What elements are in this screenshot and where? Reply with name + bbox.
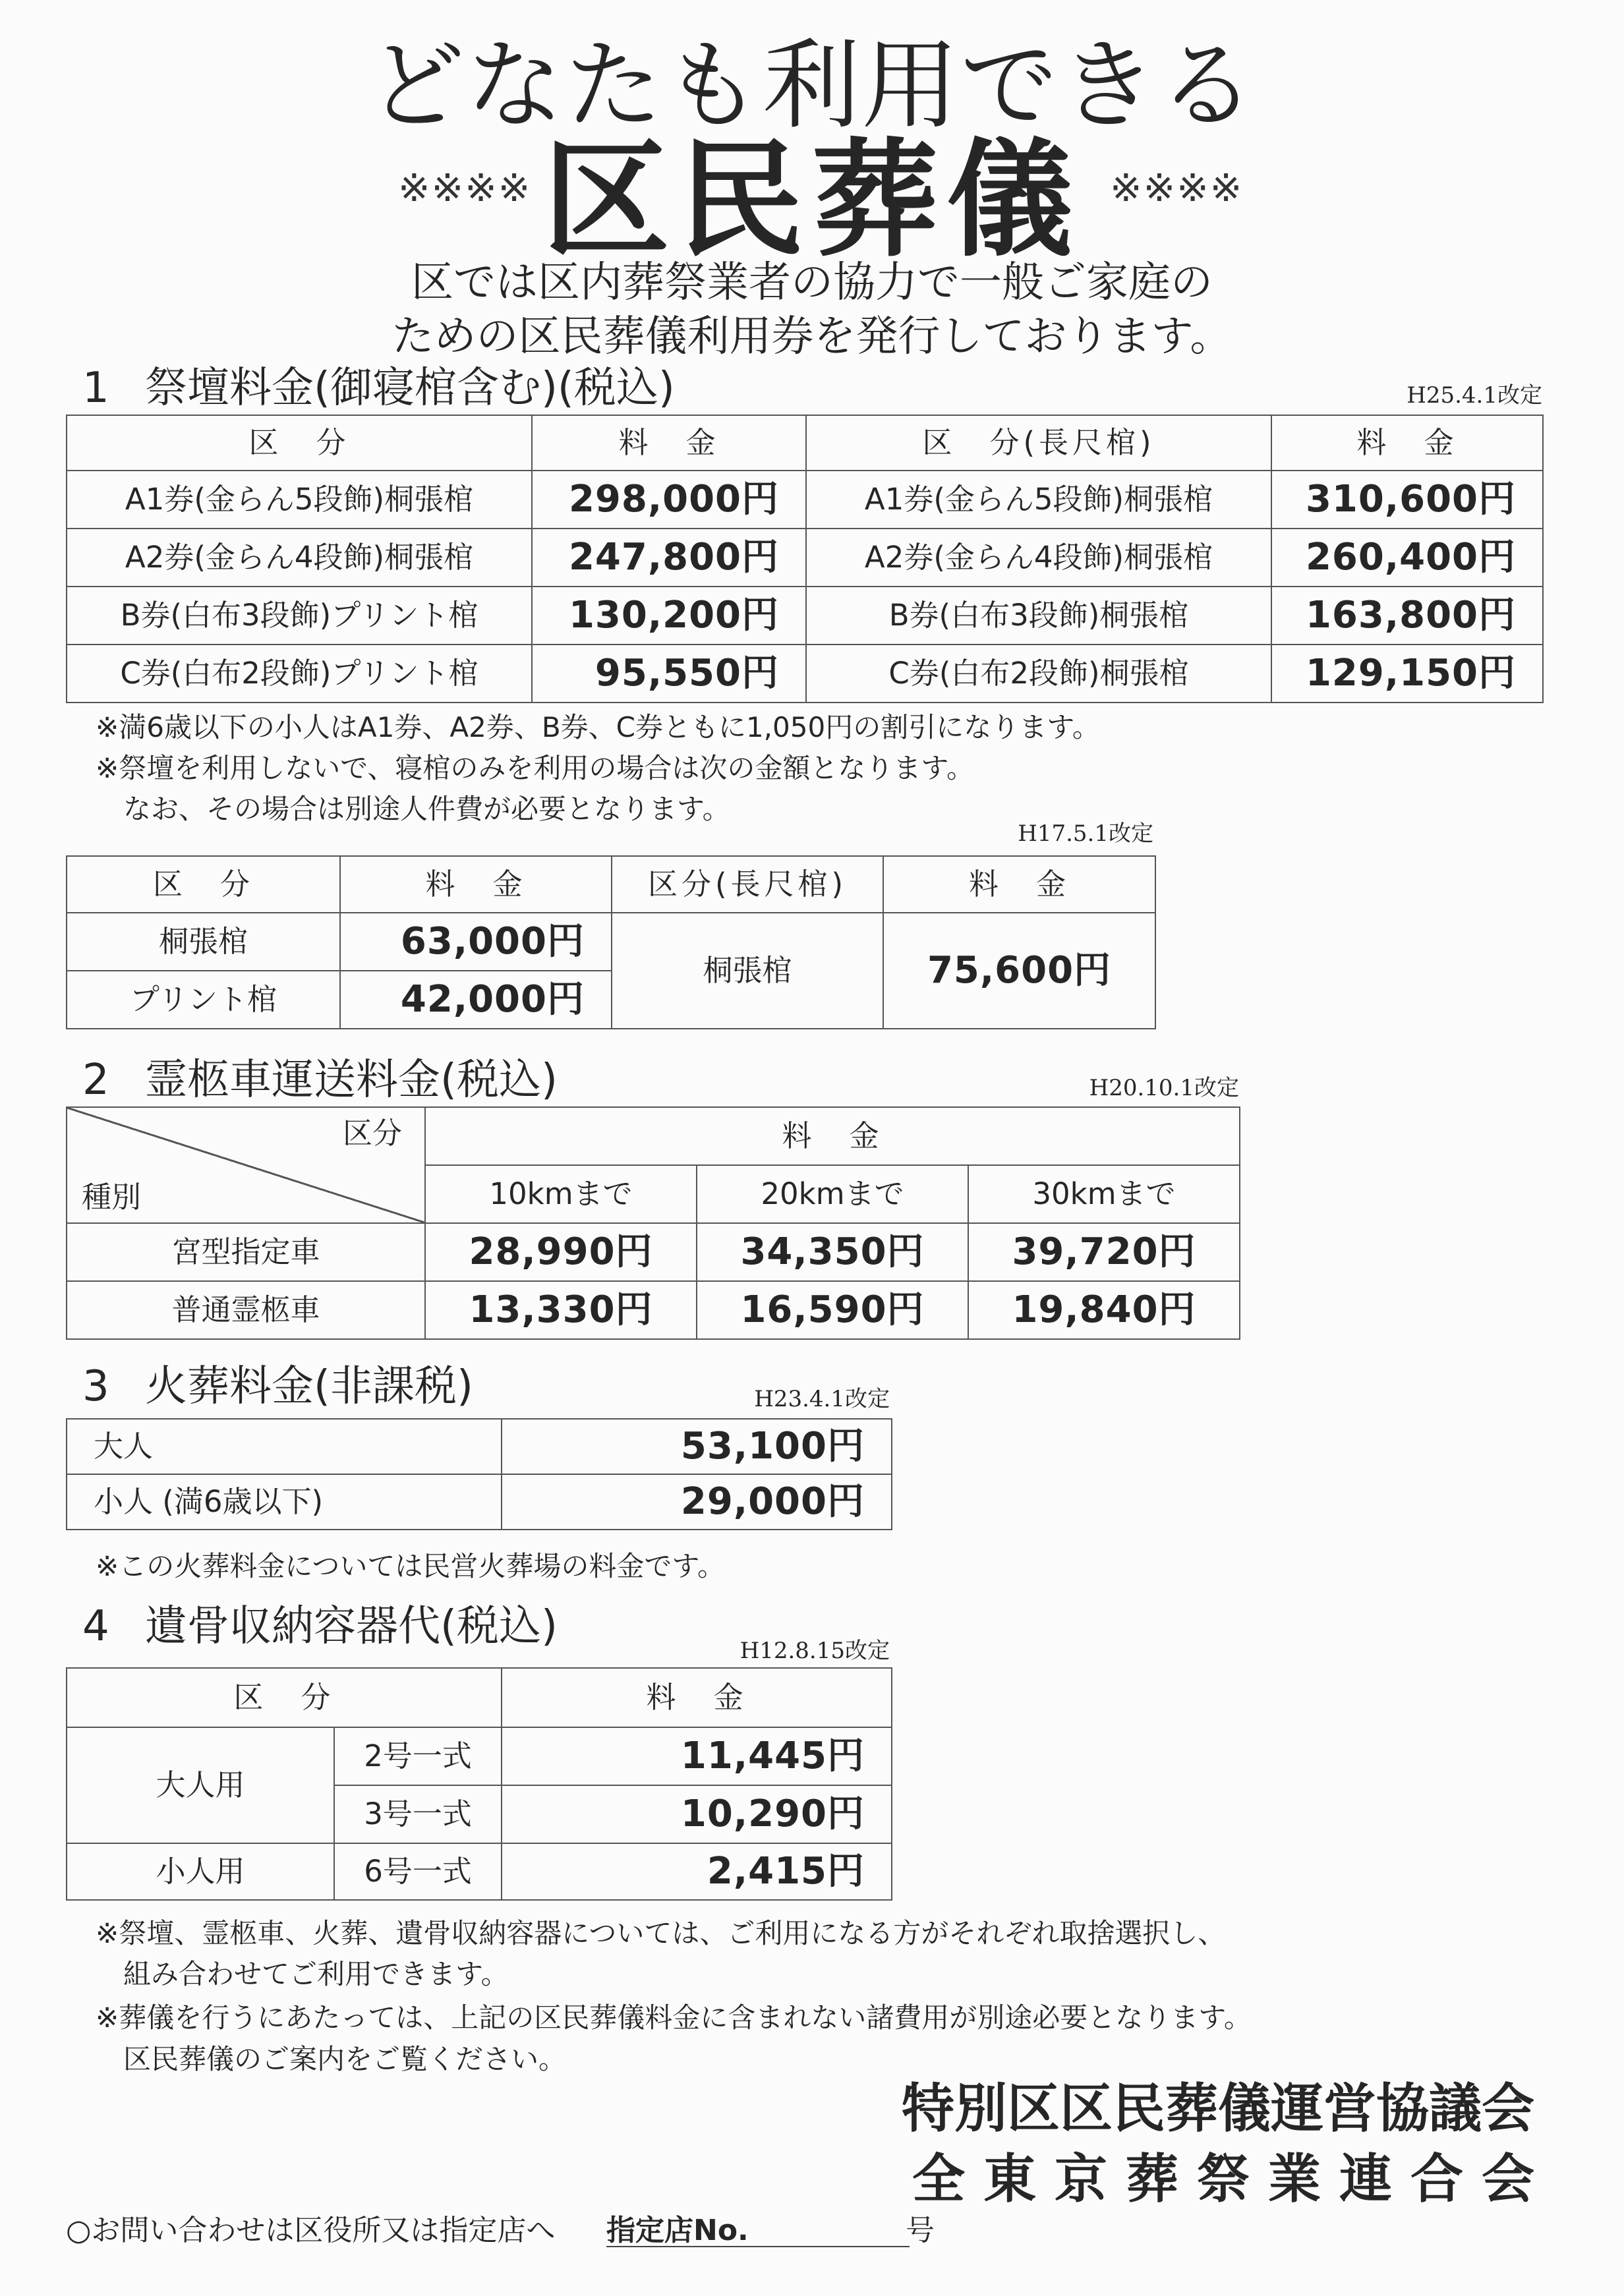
coffin-type: 桐張棺 [67, 913, 340, 971]
price-long: 129,150円 [1271, 645, 1543, 703]
ticket-type: A2券(金らん4段飾)桐張棺 [67, 529, 532, 587]
price: 13,330円 [425, 1281, 697, 1339]
vehicle-type: 宮型指定車 [67, 1223, 425, 1281]
price: 39,720円 [968, 1223, 1240, 1281]
price-long: 310,600円 [1271, 471, 1543, 529]
bottom-note: ※葬儀を行うにあたっては、上記の区民葬儀料金に含まれない諸費用が別途必要となります。 [96, 2001, 1252, 2034]
price: 63,000円 [340, 913, 612, 971]
section4-revision: H12.8.15改定 [740, 1638, 890, 1664]
subtable-revision: H17.5.1改定 [1018, 820, 1153, 847]
table-row [67, 1727, 892, 1785]
section1-note: ※満6歳以下の小人はA1券、A2券、B券、C券ともに1,050円の割引になります。 [96, 711, 1100, 743]
table-row [67, 645, 1543, 703]
price: 19,840円 [968, 1281, 1240, 1339]
corner-label-bottom: 種別 [82, 1179, 142, 1215]
table-row [67, 1281, 1240, 1339]
price: 130,200円 [532, 587, 806, 645]
table-header-row [67, 1668, 892, 1727]
store-number-line [606, 2246, 910, 2247]
column-header: 料 金 [532, 415, 806, 471]
section1-note: ※祭壇を利用しないで、寝棺のみを利用の場合は次の金額となります。 [96, 752, 974, 784]
store-number-label: 指定店No. [606, 2214, 749, 2247]
organization-name: 特別区区民葬儀運営協議会 [902, 2078, 1534, 2139]
price: 247,800円 [532, 529, 806, 587]
ticket-type-long: B券(白布3段飾)桐張棺 [806, 587, 1271, 645]
hearse-fee-table [66, 1106, 1240, 1340]
column-header: 区 分 [67, 1668, 502, 1727]
section1-revision: H25.4.1改定 [1406, 382, 1542, 409]
corner-label-top: 区分 [342, 1116, 402, 1151]
section2-title: 霊柩車運送料金(税込) [145, 1056, 558, 1105]
coffin-only-table [66, 855, 1156, 1029]
altar-fee-table [66, 415, 1544, 703]
price: 2,415円 [502, 1843, 892, 1900]
table-header-row [67, 1107, 1240, 1165]
store-number-suffix: 号 [906, 2214, 935, 2247]
price-long: 75,600円 [883, 913, 1155, 1029]
section4-number: 4 [82, 1602, 109, 1651]
vehicle-type: 普通霊柩車 [67, 1281, 425, 1339]
price: 28,990円 [425, 1223, 697, 1281]
price: 11,445円 [502, 1727, 892, 1785]
price: 29,000円 [502, 1474, 892, 1530]
cremation-fee-table [66, 1418, 892, 1530]
ticket-type-long: A2券(金らん4段飾)桐張棺 [806, 529, 1271, 587]
section1-title: 祭壇料金(御寝棺含む)(税込) [145, 364, 675, 413]
column-header: 区 分 [67, 856, 340, 913]
urn-fee-table [66, 1667, 892, 1901]
coffin-type: プリント棺 [67, 971, 340, 1029]
price: 16,590円 [697, 1281, 968, 1339]
age-category: 小人 (満6歳以下) [67, 1474, 502, 1530]
ticket-type: C券(白布2段飾)プリント棺 [67, 645, 532, 703]
ticket-type-long: C券(白布2段飾)桐張棺 [806, 645, 1271, 703]
column-header: 区 分 [67, 415, 532, 471]
bottom-note: ※祭壇、霊柩車、火葬、遺骨収納容器については、ご利用になる方がそれぞれ取捨選択し、 [96, 1917, 1226, 1949]
section3-revision: H23.4.1改定 [754, 1386, 890, 1412]
table-header-row [67, 856, 1155, 913]
price: 298,000円 [532, 471, 806, 529]
ticket-type: B券(白布3段飾)プリント棺 [67, 587, 532, 645]
column-header: 料 金 [340, 856, 612, 913]
section4-heading [72, 1603, 558, 1650]
title-line1: どなたも利用できる [367, 29, 1257, 142]
column-header: 料 金 [502, 1668, 892, 1727]
table-row [67, 1474, 892, 1530]
organization-name: 全東京葬祭業連合会 [912, 2148, 1553, 2210]
column-header: 料 金 [883, 856, 1155, 913]
section1-heading [72, 364, 675, 412]
section3-number: 3 [82, 1362, 109, 1411]
ticket-type: A1券(金らん5段飾)桐張棺 [67, 471, 532, 529]
price-long: 260,400円 [1271, 529, 1543, 587]
intro-line2: ための区民葬儀利用券を発行しております。 [392, 312, 1232, 361]
price: 42,000円 [340, 971, 612, 1029]
price: 95,550円 [532, 645, 806, 703]
section1-number: 1 [82, 364, 109, 413]
bottom-note: 区民葬儀のご案内をご覧ください。 [96, 2043, 567, 2075]
table-row [67, 1843, 892, 1900]
intro-line1: 区では区内葬祭業者の協力で一般ご家庭の [411, 258, 1213, 307]
child-label: 小人用 [67, 1843, 334, 1900]
price: 34,350円 [697, 1223, 968, 1281]
table-row [67, 913, 1155, 971]
right-ornament: ※※※※ [1110, 165, 1244, 210]
urn-size: 6号一式 [334, 1843, 502, 1900]
section3-title: 火葬料金(非課税) [145, 1362, 473, 1411]
table-row [67, 587, 1543, 645]
urn-size: 2号一式 [334, 1727, 502, 1785]
column-header: 区分(長尺棺) [612, 856, 883, 913]
section3-note: ※この火葬料金については民営火葬場の料金です。 [96, 1550, 725, 1582]
distance-header: 20kmまで [697, 1165, 968, 1223]
section2-revision: H20.10.1改定 [1089, 1075, 1239, 1101]
price: 53,100円 [502, 1419, 892, 1474]
section3-heading [72, 1363, 473, 1410]
table-row [67, 1223, 1240, 1281]
left-ornament: ※※※※ [398, 165, 532, 210]
column-header: 区 分(長尺棺) [806, 415, 1271, 471]
distance-header: 10kmまで [425, 1165, 697, 1223]
bottom-note: 組み合わせてご利用できます。 [96, 1958, 509, 1990]
section2-heading [72, 1056, 558, 1104]
urn-size: 3号一式 [334, 1785, 502, 1843]
column-header: 料 金 [1271, 415, 1543, 471]
diagonal-header-cell [67, 1107, 425, 1223]
price-long: 163,800円 [1271, 587, 1543, 645]
distance-header: 30kmまで [968, 1165, 1240, 1223]
section4-title: 遺骨収納容器代(税込) [145, 1602, 558, 1651]
ticket-type-long: A1券(金らん5段飾)桐張棺 [806, 471, 1271, 529]
age-category: 大人 [67, 1419, 502, 1474]
fee-header: 料 金 [425, 1107, 1240, 1165]
section2-number: 2 [82, 1056, 109, 1105]
table-row [67, 471, 1543, 529]
page-title: 区民葬儀 [543, 127, 1081, 274]
coffin-type-long: 桐張棺 [612, 913, 883, 1029]
table-row [67, 1419, 892, 1474]
section1-note: なお、その場合は別途人件費が必要となります。 [96, 793, 730, 825]
table-row [67, 529, 1543, 587]
inquiry-text: ○お問い合わせは区役所又は指定店へ [66, 2214, 556, 2247]
adult-label: 大人用 [67, 1727, 334, 1843]
price: 10,290円 [502, 1785, 892, 1843]
table-header-row [67, 415, 1543, 471]
